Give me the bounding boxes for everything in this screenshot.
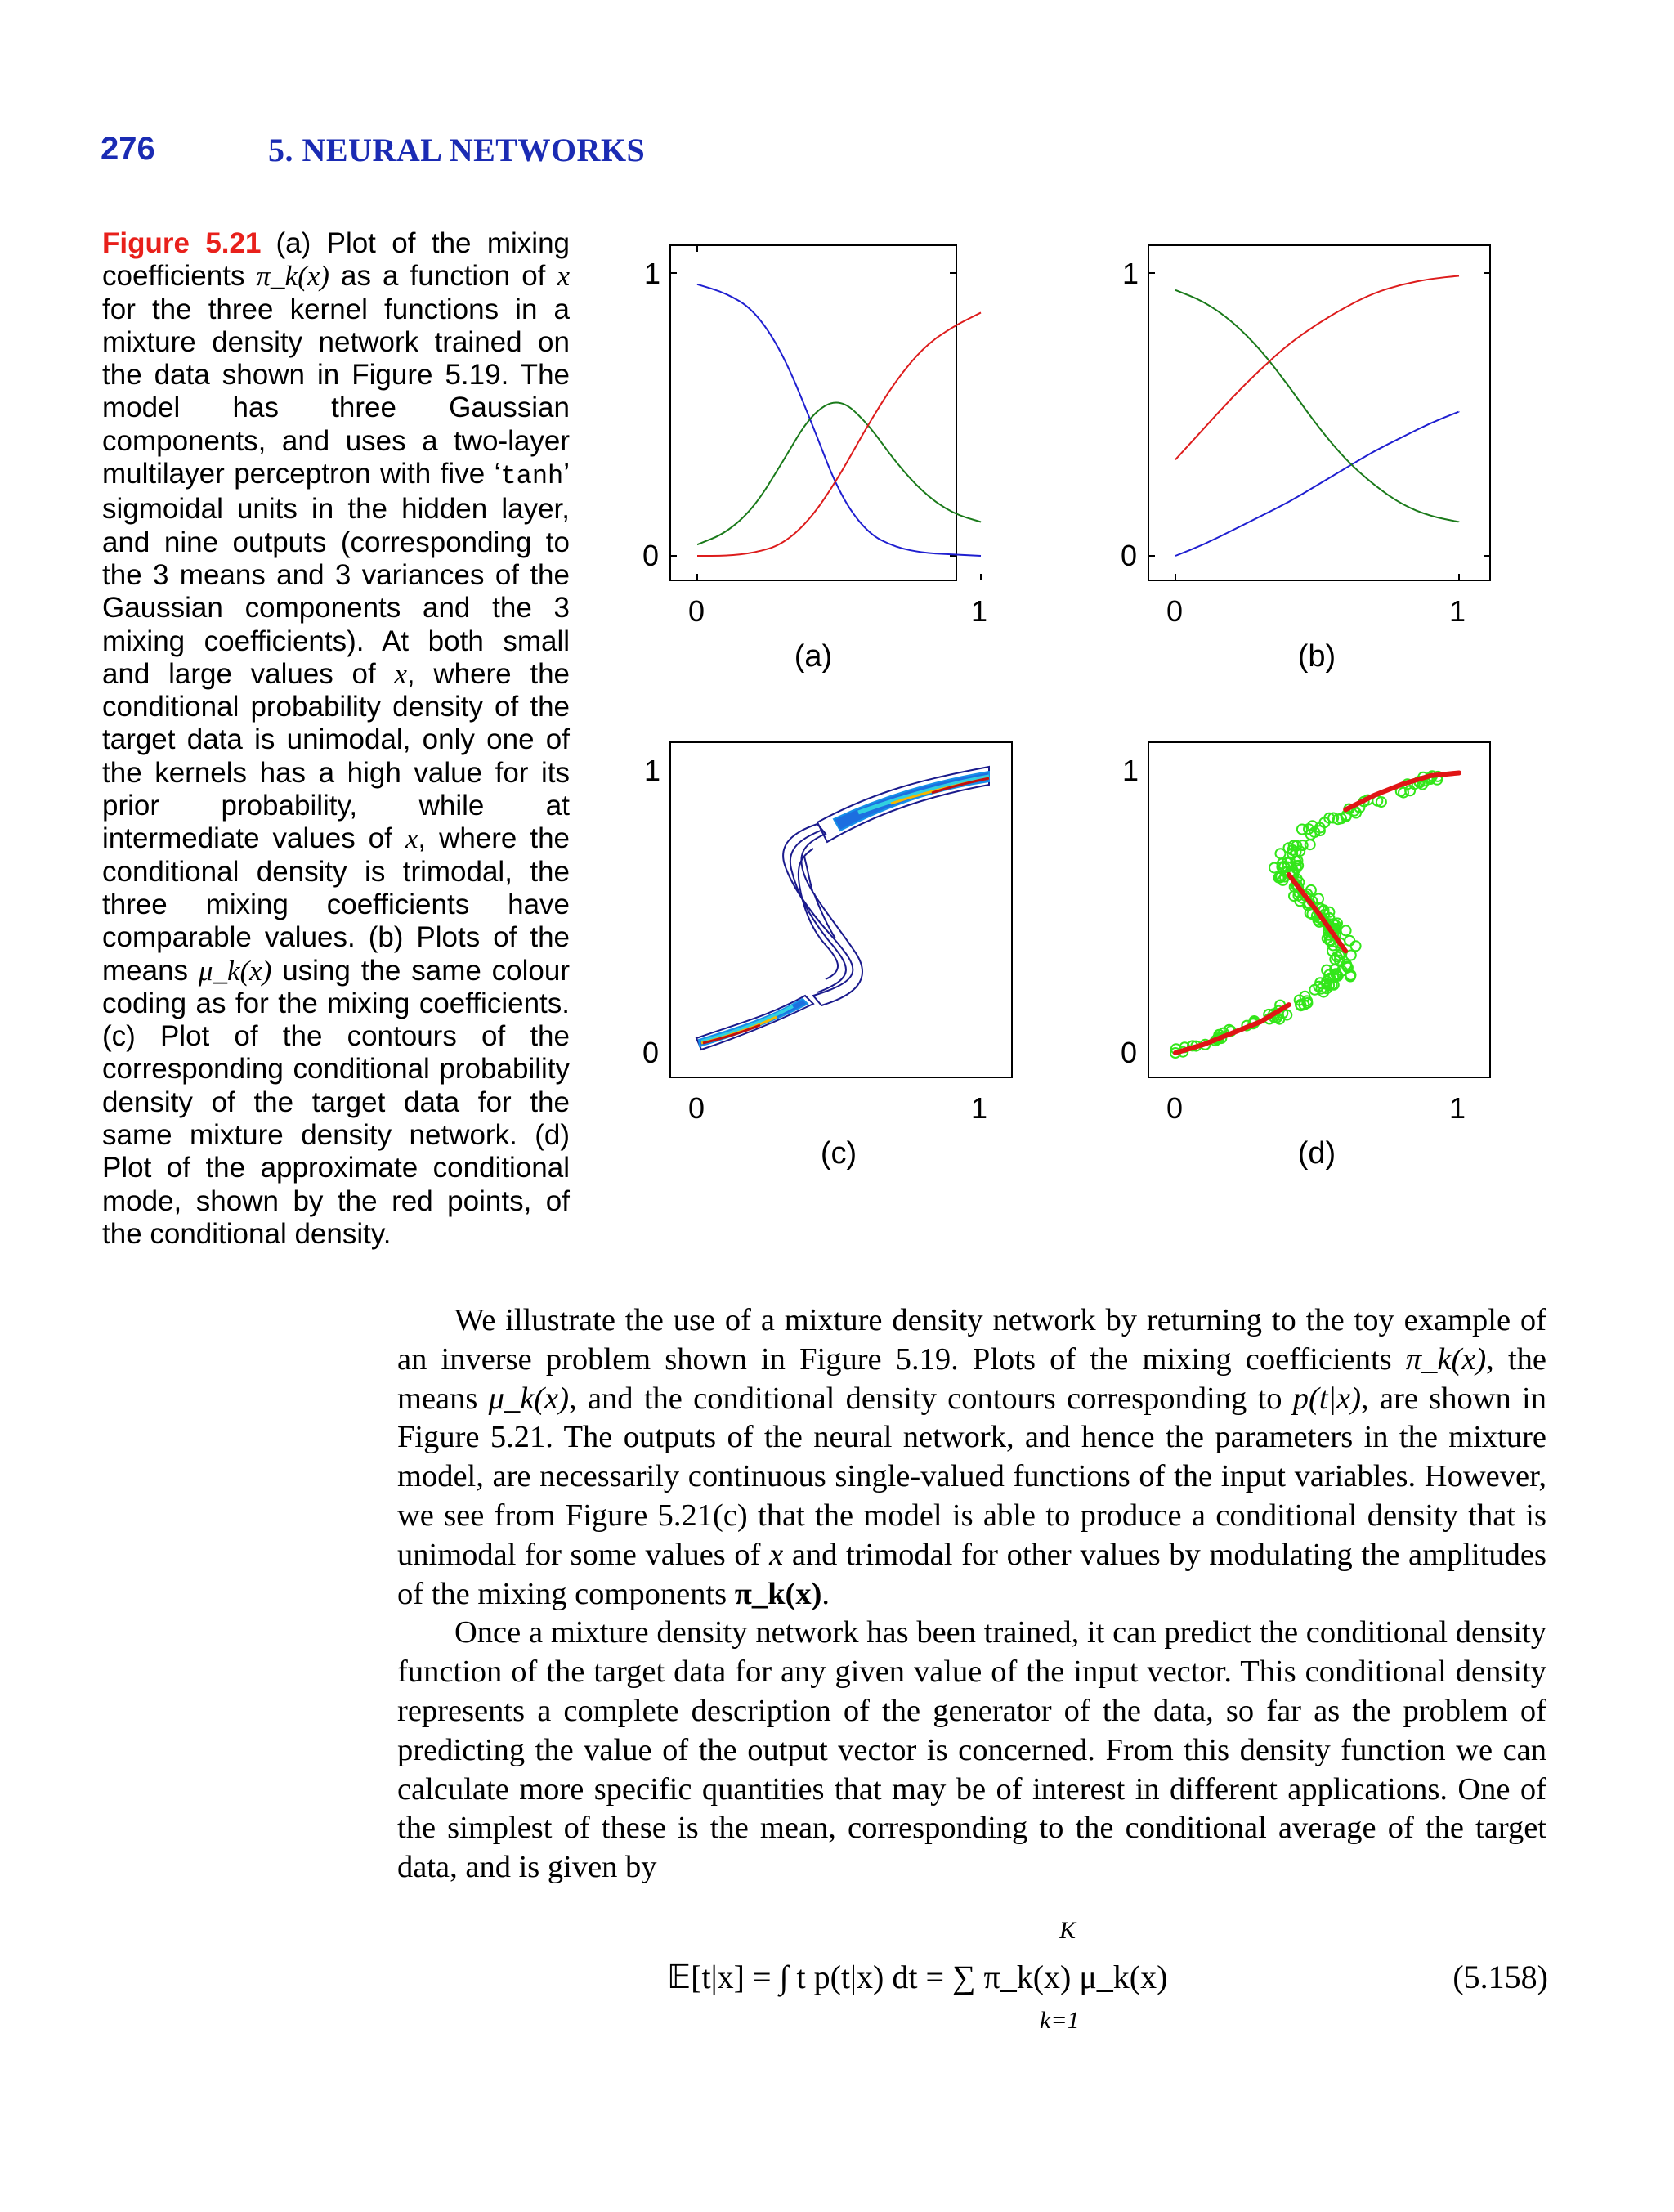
figure-label: Figure 5.21 <box>102 227 262 259</box>
paragraph-text: , are shown in Figure 5.21. The outputs of the neural network, and hence the parameters in the mixture model, are necessarily continuous single-valued functions of the input variables. However, we see from Figure 5.21(c) that the model is able to produce a conditional density that is unimodal for some values of <box>397 1381 1546 1572</box>
x-tick-label-1: 1 <box>971 594 988 628</box>
caption-text: for the three kernel functions in a mixture density network trained on the data shown in Figure 5.19. The model has three Gaussian components, and uses a two-layer multilayer perceptron with five ‘ <box>102 293 570 490</box>
body-text <box>397 1301 1546 1887</box>
y-tick-label-0: 0 <box>642 1036 660 1069</box>
caption-text: (a) Plot of the mixing coefficients <box>102 227 571 293</box>
caption-math-x: x <box>394 657 407 690</box>
equation-5-158 <box>667 1917 1548 2040</box>
panel-b-svg <box>1108 237 1492 678</box>
paragraph-2: Once a mixture density network has been trained, it can predict the conditional density function of the target data for any given value of the input vector. This conditional density represents a complete description of the generator of the data, so far as the problem of predicting the value of the output vector is concerned. From this density function we can calculate more specific quantities that may be of interest in different applications. One of the simplest of these is the mean, corresponding to the conditional average of the target data, and is given by <box>397 1615 1546 1885</box>
math-pi: π_k(x) <box>1405 1341 1487 1377</box>
chapter-title: 5. NEURAL NETWORKS <box>268 132 646 168</box>
panel-c-label: (c) <box>820 1136 857 1171</box>
caption-math-mu: μ_k(x) <box>198 954 272 987</box>
paragraph-1 <box>397 1301 1546 1614</box>
x-tick-label-1: 1 <box>1449 1091 1466 1125</box>
panel-c-axes <box>670 742 1012 1077</box>
panel-b-axes <box>1148 245 1490 580</box>
y-tick-label-0: 0 <box>1121 539 1138 572</box>
x-tick-label-0: 0 <box>688 1091 705 1125</box>
math-pi-bold: π_k(x) <box>734 1576 822 1611</box>
paragraph-text: and trimodal for other values by modulating the amplitudes of the mixing components <box>397 1537 1546 1611</box>
y-tick-label-1: 1 <box>644 257 661 290</box>
panel-d-label: (d) <box>1297 1136 1336 1171</box>
caption-text: using the same colour coding as for the mixing coefficients. (c) Plot of the contours of the corresponding conditional probability density of the target data for the same mixture density network. (d) Plot of the approximate conditional mode, shown by the red points, of the conditional density. <box>102 954 570 1250</box>
panel-a-axes <box>670 245 956 580</box>
x-tick-label-0: 0 <box>688 594 705 628</box>
equation-body: 𝔼[t|x] = ∫ t p(t|x) dt = ∑ π_k(x) μ_k(x) <box>667 1959 1168 1995</box>
caption-math-pi: π_k(x) <box>256 260 329 293</box>
y-tick-label-0: 0 <box>1121 1036 1138 1069</box>
paragraph-text: , and the conditional density contours corresponding to <box>569 1381 1293 1416</box>
figure-panel-b <box>1108 237 1492 678</box>
figure-panel-d <box>1108 734 1492 1175</box>
page-number: 276 <box>101 131 155 167</box>
figure-caption <box>102 227 570 1251</box>
caption-text: , where the conditional probability density of the target data is unimodal, only one of the kernels has a high value for its prior probability, while at intermediate values of <box>102 657 570 855</box>
sum-upper-limit: K <box>1059 1917 1076 1944</box>
paragraph-text: , the means <box>397 1341 1546 1416</box>
math-x: x <box>769 1537 784 1572</box>
caption-math-x: x <box>405 822 418 855</box>
paragraph-text: We illustrate the use of a mixture density network by returning to the toy example of an inverse problem shown in Figure 5.19. Plots of the mixing coefficients <box>397 1303 1546 1377</box>
paragraph-text: . <box>821 1576 830 1611</box>
x-tick-label-1: 1 <box>971 1091 988 1125</box>
math-mu: μ_k(x) <box>488 1381 570 1416</box>
y-tick-label-1: 1 <box>1122 257 1139 290</box>
x-tick-label-0: 0 <box>1166 594 1184 628</box>
panel-c-svg <box>629 734 1014 1175</box>
sum-lower-limit: k=1 <box>1040 2007 1080 2034</box>
x-tick-label-1: 1 <box>1449 594 1466 628</box>
panel-a-svg <box>629 237 988 678</box>
panel-d-svg <box>1108 734 1492 1175</box>
caption-text: ’ sigmoidal units in the hidden layer, and nine outputs (corresponding to the 3 means and 3 variances of the Gaussian components and the 3 mixing coefficients). At both small and large values of <box>102 458 570 690</box>
y-tick-label-1: 1 <box>1122 754 1139 787</box>
y-tick-label-0: 0 <box>642 539 660 572</box>
caption-math-x: x <box>557 260 570 293</box>
y-tick-label-1: 1 <box>644 754 661 787</box>
figure-panel-a <box>629 237 988 678</box>
panel-a-label: (a) <box>794 639 833 674</box>
caption-text: , where the conditional density is trimodal, the three mixing coefficients have comparable values. (b) Plots of the means <box>102 822 571 987</box>
x-tick-label-0: 0 <box>1166 1091 1184 1125</box>
caption-tanh: tanh <box>500 461 564 492</box>
math-p: p(t|x) <box>1292 1381 1362 1416</box>
panel-b-label: (b) <box>1297 639 1336 674</box>
equation-number: (5.158) <box>1452 1959 1548 1995</box>
figure-panel-c <box>629 734 1014 1175</box>
caption-text: as a function of <box>329 260 557 293</box>
